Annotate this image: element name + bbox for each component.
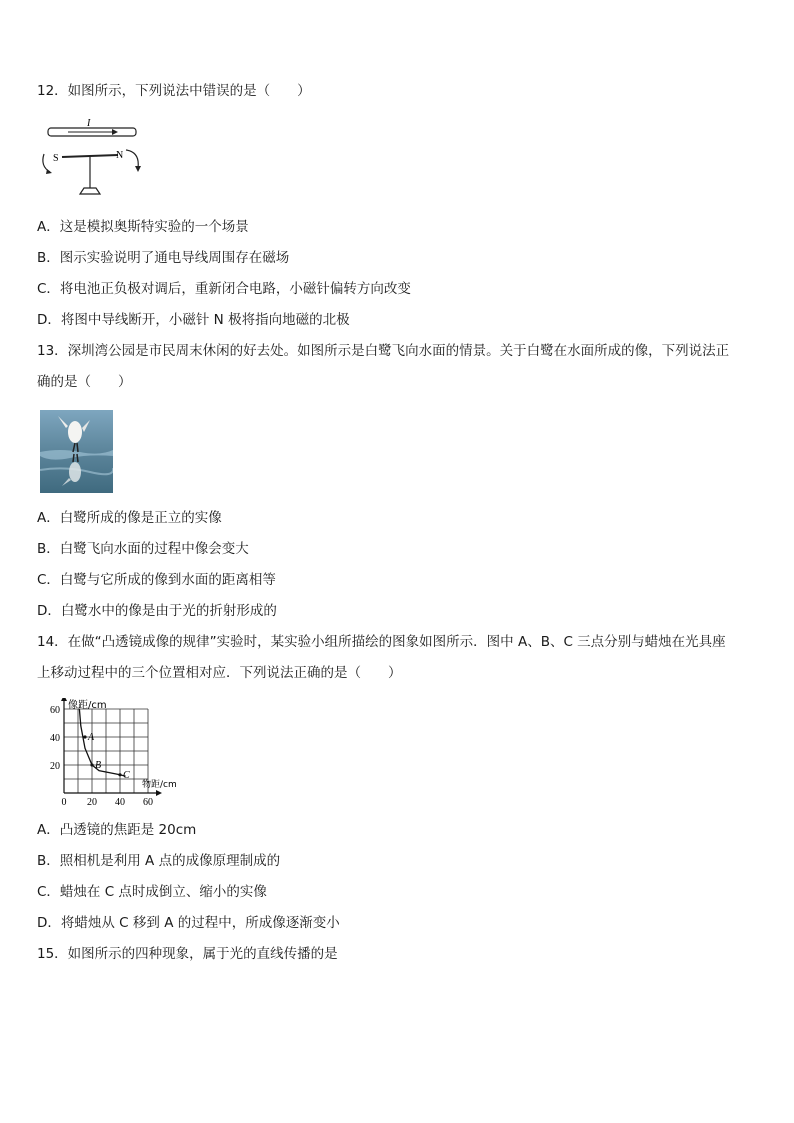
image-distance-curve: [79, 709, 125, 776]
x-tick-label: 0: [61, 797, 67, 808]
q14-option-d: D．将蜡烛从 C 移到 A 的过程中，所成像逐渐变小: [37, 915, 340, 931]
lens-image-distance-chart: [36, 698, 196, 810]
q13-stem-line1: 13．深圳湾公园是市民周末休闲的好去处。如图所示是白鹭飞向水面的情景。关于白鹭在水面所成的像，下列说法正: [37, 343, 730, 359]
oersted-experiment-figure: [38, 116, 148, 202]
q13-option-a: A．白鹭所成的像是正立的实像: [37, 510, 222, 526]
rotation-arrow-right-icon: [126, 150, 138, 168]
q12-option-b: B．图示实验说明了通电导线周围存在磁场: [37, 250, 290, 266]
q13-option-c: C．白鹭与它所成的像到水面的距离相等: [37, 572, 276, 588]
q12-option-a: A．这是模拟奥斯特实验的一个场景: [37, 219, 249, 235]
q13-option-d: D．白鹭水中的像是由于光的折射形成的: [37, 603, 277, 619]
pole-n-label: N: [116, 150, 124, 161]
q12-option-c: C．将电池正负极对调后，重新闭合电路，小磁针偏转方向改变: [37, 281, 411, 297]
rotation-arrow-left-icon: [43, 154, 50, 172]
current-label: I: [87, 118, 91, 129]
egret-water-photo: [40, 410, 113, 493]
chart-x-axis-label: 物距/cm: [142, 780, 177, 790]
y-axis-arrow-icon: [61, 698, 67, 701]
x-tick-label: 20: [87, 797, 97, 808]
chart-y-axis-label: 像距/cm: [68, 700, 107, 711]
x-axis-arrow-icon: [156, 790, 162, 796]
chart-point-label-b: B: [95, 760, 102, 771]
x-tick-label: 40: [115, 797, 125, 808]
q14-stem-line1: 14．在做“凸透镜成像的规律”实验时，某实验小组所描绘的图象如图所示．图中 A、B、C 三点分别与蜡烛在光具座: [37, 634, 726, 650]
chart-point-a: [83, 735, 86, 738]
q14-option-c: C．蜡烛在 C 点时成倒立、缩小的实像: [37, 884, 267, 900]
chart-grid: [64, 709, 148, 793]
q13-stem-line2: 确的是（ ）: [37, 374, 132, 390]
chart-point-label-a: A: [88, 732, 95, 743]
q14-stem-line2: 上移动过程中的三个位置相对应．下列说法正确的是（ ）: [37, 665, 402, 681]
q14-option-a: A．凸透镜的焦距是 20cm: [37, 822, 197, 838]
chart-points: [83, 732, 130, 781]
q12-option-d: D．将图中导线断开，小磁针 N 极将指向地磁的北极: [37, 312, 350, 328]
chart-point-label-c: C: [123, 769, 130, 781]
chart-point-b: [90, 763, 93, 766]
y-tick-label: 40: [50, 733, 60, 744]
y-tick-label: 20: [50, 761, 60, 772]
x-tick-label: 60: [143, 797, 153, 808]
q12-stem: 12．如图所示，下列说法中错误的是（ ）: [37, 83, 311, 99]
q13-option-b: B．白鹭飞向水面的过程中像会变大: [37, 541, 249, 557]
chart-curve: [79, 709, 125, 776]
y-tick-label: 60: [50, 705, 60, 716]
needle-base: [80, 188, 100, 194]
q15-stem: 15．如图所示的四种现象，属于光的直线传播的是: [37, 946, 338, 962]
chart-point-c: [118, 773, 121, 776]
q14-option-b: B．照相机是利用 A 点的成像原理制成的: [37, 853, 281, 869]
pole-s-label: S: [53, 153, 59, 164]
